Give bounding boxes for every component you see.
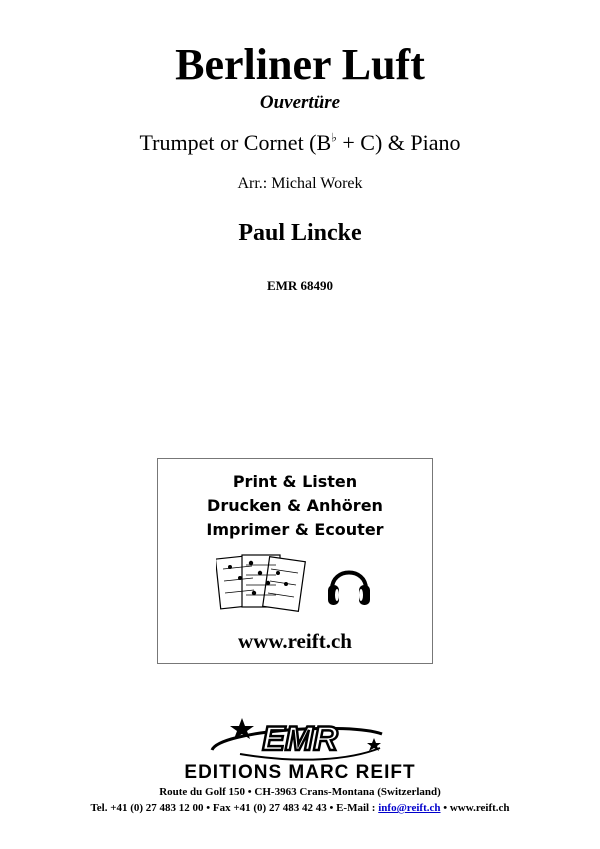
arranger: Arr.: Michal Worek (237, 175, 363, 192)
publisher-contact (0, 802, 600, 814)
instrumentation (0, 130, 600, 156)
composer: Paul Lincke (238, 220, 362, 246)
promo-line-english: Print & Listen (232, 472, 358, 491)
sheet-music-icon (216, 551, 306, 615)
print-listen-box (157, 458, 433, 664)
contact-website: • www.reift.ch (440, 802, 510, 814)
promo-line-german: Drucken & Anhören (207, 496, 383, 515)
email-link[interactable]: info@reift.ch (378, 802, 441, 814)
score-subtitle: Ouvertüre (259, 92, 341, 113)
headphones-icon (326, 559, 372, 609)
emr-logo (150, 712, 450, 782)
instrumentation-part2: + C) & Piano (336, 130, 461, 155)
score-title: Berliner Luft (175, 40, 425, 89)
logo-publisher-name: EDITIONS MARC REIFT (184, 762, 416, 782)
publisher-address: Route du Golf 150 • CH-3963 Crans-Montana (Switzerland) (159, 786, 441, 798)
contact-phone-fax: Tel. +41 (0) 27 483 12 00 • Fax +41 (0) 27 483 42 43 • E-Mail : (90, 802, 379, 814)
logo-mark: EMR (262, 720, 338, 758)
promo-website[interactable]: www.reift.ch (238, 629, 352, 653)
instrumentation-part1: Trumpet or Cornet (B (139, 130, 332, 155)
catalog-number: EMR 68490 (266, 278, 334, 293)
flat-sign: ♭ (331, 130, 337, 145)
promo-line-french: Imprimer & Ecouter (206, 520, 384, 539)
